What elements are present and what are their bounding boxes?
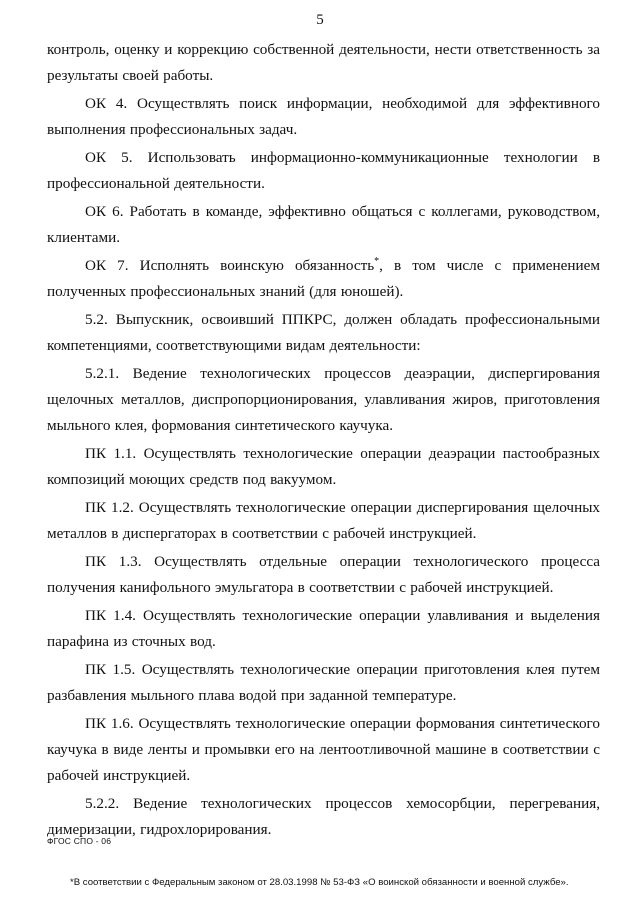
ok7-text-tail: , в том числе с применением полученных профессиональных знаний (для юношей). bbox=[47, 257, 600, 300]
paragraph-pk-1-1: ПК 1.1. Осуществлять технологические операции деаэрации пастообразных композиций моющих средств под вакуумом. bbox=[47, 445, 600, 488]
paragraph-pk-1-2: ПК 1.2. Осуществлять технологические операции диспергирования щелочных металлов в диспергаторах в соответствии с рабочей инструкцией. bbox=[47, 499, 600, 542]
footnote-marker: * bbox=[374, 255, 380, 267]
standard-code: ФГОС СПО - 06 bbox=[47, 836, 112, 846]
paragraph-ok5: ОК 5. Использовать информационно-коммуникационные технологии в профессиональной деятельности. bbox=[47, 149, 600, 192]
paragraph-ok7 bbox=[47, 253, 600, 305]
ok7-text: ОК 7. Исполнять воинскую обязанность bbox=[85, 257, 375, 274]
paragraph-5-2-1: 5.2.1. Ведение технологических процессов деаэрации, диспергирования щелочных металлов, диспропорционирования, улавливания жиров, приготовления мыльного клея, формования синтетического каучука. bbox=[47, 365, 600, 434]
paragraph-pk-1-5: ПК 1.5. Осуществлять технологические операции приготовления клея путем разбавления мыльного плава водой при заданной температуре. bbox=[47, 661, 600, 704]
footnote: *В соответствии с Федеральным законом от 28.03.1998 № 53-ФЗ «О воинской обязанности и военной службе». bbox=[70, 877, 569, 888]
paragraph-ok4: ОК 4. Осуществлять поиск информации, необходимой для эффективного выполнения профессиональных задач. bbox=[47, 95, 600, 138]
paragraph-pk-1-4: ПК 1.4. Осуществлять технологические операции улавливания и выделения парафина из сточных вод. bbox=[47, 607, 600, 650]
paragraph-5-2-2: 5.2.2. Ведение технологических процессов хемосорбции, перегревания, димеризации, гидрохлорирования. bbox=[47, 795, 600, 838]
paragraph-pk-1-3: ПК 1.3. Осуществлять отдельные операции технологического процесса получения канифольного эмульгатора в соответствии с рабочей инструкцией. bbox=[47, 553, 600, 596]
paragraph-pk-1-6: ПК 1.6. Осуществлять технологические операции формования синтетического каучука в виде ленты и промывки его на лентоотливочной машине в соответствии с рабочей инструкцией. bbox=[47, 715, 600, 784]
page-number: 5 bbox=[316, 12, 324, 28]
document-body bbox=[47, 37, 600, 845]
paragraph-ok6: ОК 6. Работать в команде, эффективно общаться с коллегами, руководством, клиентами. bbox=[47, 203, 600, 246]
paragraph-continuation: контроль, оценку и коррекцию собственной деятельности, нести ответственность за результаты своей работы. bbox=[47, 41, 600, 84]
paragraph-5-2: 5.2. Выпускник, освоивший ППКРС, должен обладать профессиональными компетенциями, соответствующими видам деятельности: bbox=[47, 311, 600, 354]
